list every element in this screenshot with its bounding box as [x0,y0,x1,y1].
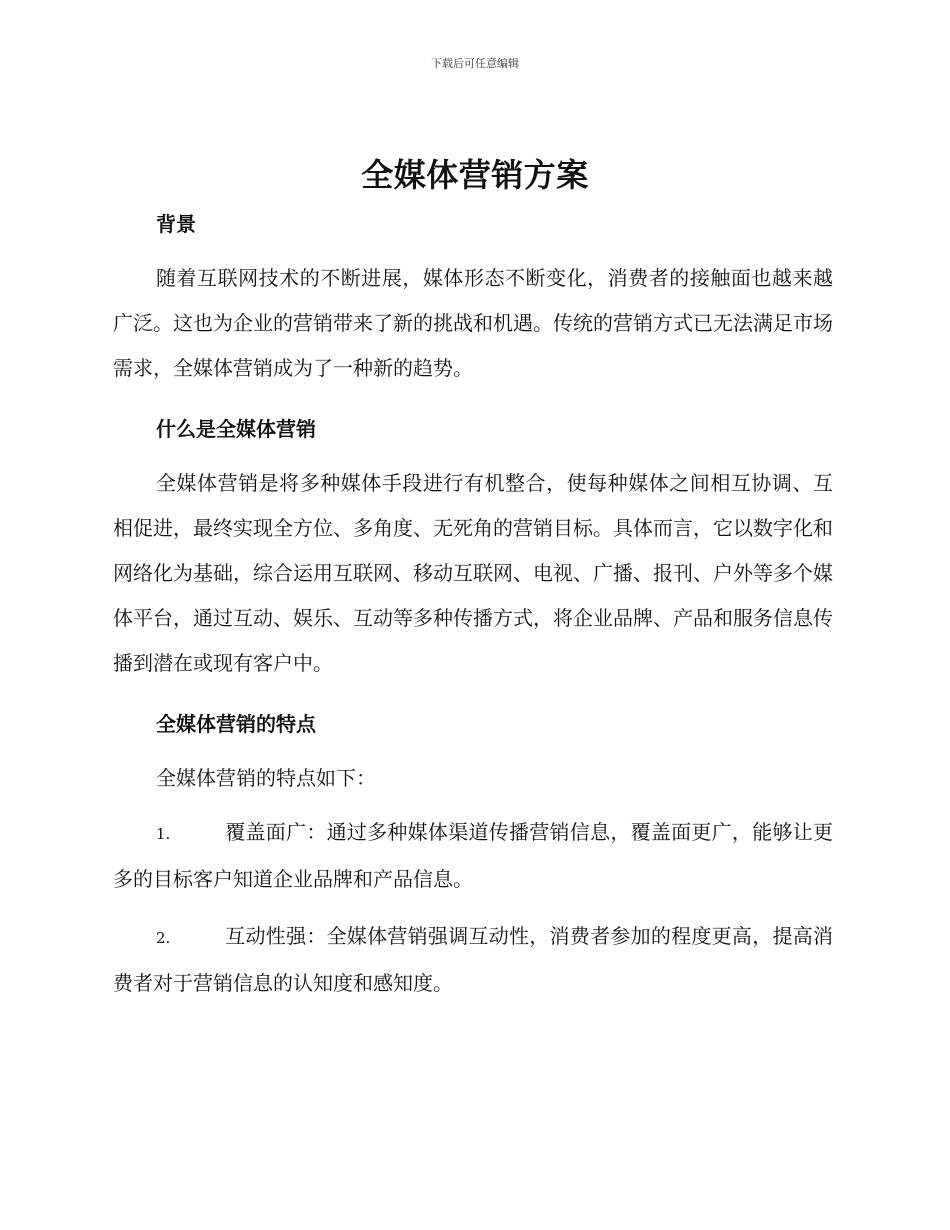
section-heading: 什么是全媒体营销 [156,417,316,441]
section-heading: 全媒体营销的特点 [156,712,316,736]
list-item-number: 1. [156,825,171,843]
document-title: 全媒体营销方案 [361,156,589,194]
section-paragraph: 随着互联网技术的不断进展，媒体形态不断变化，消费者的接触面也越来越广泛。这也为企业的营销带来了新的挑战和机遇。传统的营销方式已无法满足市场需求，全媒体营销成为了一种新的趋势。 [113,266,833,380]
list-item [113,914,833,1006]
list-item-number: 2. [156,929,171,947]
section-paragraph: 全媒体营销是将多种媒体手段进行有机整合，使每种媒体之间相互协调、互相促进，最终实现全方位、多角度、无死角的营销目标。具体而言，它以数字化和网络化为基础，综合运用互联网、移动互联网、电视、广播、报刊、户外等多个媒体平台，通过互动、娱乐、互动等多种传播方式，将企业品牌、产品和服务信息传播到潜在或现有客户中。 [113,471,833,675]
list-item [113,810,833,902]
list-item-text: 互动性强：全媒体营销强调互动性，消费者参加的程度更高，提高消费者对于营销信息的认知度和感知度。 [113,924,833,995]
section-intro: 全媒体营销的特点如下： [156,766,376,790]
list-item-text: 覆盖面广：通过多种媒体渠道传播营销信息，覆盖面更广，能够让更多的目标客户知道企业品牌和产品信息。 [113,820,833,891]
page-header-note: 下载后可任意编辑 [431,57,519,70]
section-heading: 背景 [156,212,196,236]
